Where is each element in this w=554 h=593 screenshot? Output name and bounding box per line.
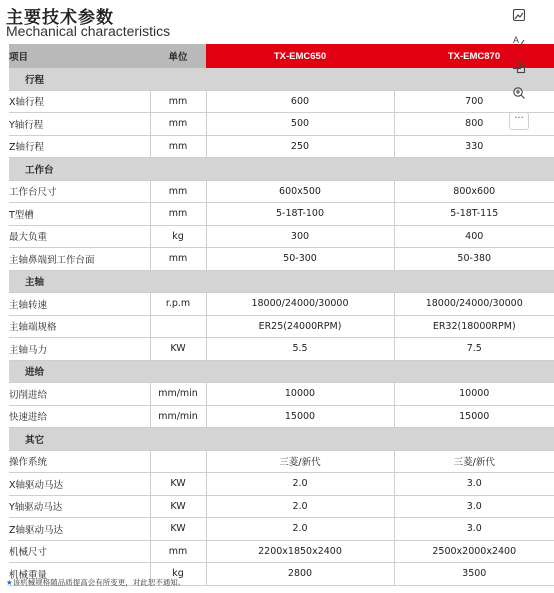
table-row — [9, 315, 554, 338]
row-label: T型槽 — [9, 203, 150, 226]
row-value-model2: 2500x2000x2400 — [394, 540, 554, 563]
row-value-model2: 3.0 — [394, 518, 554, 541]
row-label: 切削进给 — [9, 383, 150, 406]
row-label: 主轴鼻端到工作台面 — [9, 248, 150, 271]
row-unit — [150, 315, 206, 338]
table-row — [9, 495, 554, 518]
row-unit: KW — [150, 473, 206, 496]
row-value-model1: 10000 — [206, 383, 394, 406]
row-label: Z轴驱动马达 — [9, 518, 150, 541]
table-body — [9, 68, 554, 585]
row-label: 操作系统 — [9, 450, 150, 473]
section-title: 进给 — [9, 360, 554, 383]
row-value-model2: 15000 — [394, 405, 554, 428]
row-label: 最大负重 — [9, 225, 150, 248]
table-row — [9, 135, 554, 158]
zoom-in-icon[interactable] — [510, 86, 528, 104]
row-value-model2: 10000 — [394, 383, 554, 406]
section-title: 行程 — [9, 68, 554, 90]
page-subtitle: Mechanical characteristics — [6, 23, 171, 39]
row-unit: mm — [150, 135, 206, 158]
row-value-model2: 5-18T-115 — [394, 203, 554, 226]
row-label: Y轴驱动马达 — [9, 495, 150, 518]
floating-toolbar — [504, 8, 534, 130]
section-header — [9, 68, 554, 90]
row-value-model1: 600 — [206, 90, 394, 113]
table-row — [9, 540, 554, 563]
row-label: 机械尺寸 — [9, 540, 150, 563]
row-value-model2: 18000/24000/30000 — [394, 293, 554, 316]
row-label: Y轴行程 — [9, 113, 150, 136]
table-row — [9, 518, 554, 541]
row-value-model2: 50-380 — [394, 248, 554, 271]
row-value-model1: 18000/24000/30000 — [206, 293, 394, 316]
footnote-text: 该机械规格随品质提高会有所变更，对此恕不通知。 — [12, 578, 186, 587]
table-row — [9, 338, 554, 361]
section-header — [9, 428, 554, 451]
row-unit: kg — [150, 563, 206, 586]
row-unit: mm — [150, 203, 206, 226]
table-row — [9, 248, 554, 271]
header-item: 项目 — [9, 44, 150, 68]
table-row — [9, 113, 554, 136]
row-value-model2: 3.0 — [394, 473, 554, 496]
row-value-model1: 600x500 — [206, 180, 394, 203]
row-label: 快速进给 — [9, 405, 150, 428]
row-value-model2: 3.0 — [394, 495, 554, 518]
row-value-model2: 三菱/新代 — [394, 450, 554, 473]
row-value-model2: ER32(18000RPM) — [394, 315, 554, 338]
image-translate-icon[interactable] — [510, 8, 528, 26]
row-value-model2: 800 — [394, 113, 554, 136]
row-value-model1: 250 — [206, 135, 394, 158]
row-value-model1: 2200x1850x2400 — [206, 540, 394, 563]
row-label: Z轴行程 — [9, 135, 150, 158]
row-value-model1: ER25(24000RPM) — [206, 315, 394, 338]
table-row — [9, 180, 554, 203]
section-header — [9, 360, 554, 383]
table-row — [9, 405, 554, 428]
row-value-model2: 7.5 — [394, 338, 554, 361]
row-value-model1: 2.0 — [206, 518, 394, 541]
copy-text-icon[interactable] — [510, 60, 528, 78]
row-value-model1: 5-18T-100 — [206, 203, 394, 226]
row-unit: mm/min — [150, 383, 206, 406]
row-unit: mm/min — [150, 405, 206, 428]
section-title: 工作台 — [9, 158, 554, 181]
text-translate-icon[interactable] — [510, 34, 528, 52]
row-unit: r.p.m — [150, 293, 206, 316]
row-value-model1: 300 — [206, 225, 394, 248]
page-title: 主要技术参数 — [6, 8, 114, 28]
row-value-model1: 500 — [206, 113, 394, 136]
row-value-model1: 2.0 — [206, 495, 394, 518]
row-label: 主轴转速 — [9, 293, 150, 316]
spec-table — [9, 44, 554, 586]
row-unit: mm — [150, 248, 206, 271]
table-row — [9, 203, 554, 226]
row-unit: KW — [150, 495, 206, 518]
star-icon: ★ — [6, 578, 13, 587]
row-unit: kg — [150, 225, 206, 248]
row-value-model2: 700 — [394, 90, 554, 113]
row-label: 主轴马力 — [9, 338, 150, 361]
row-value-model2: 400 — [394, 225, 554, 248]
row-unit: mm — [150, 90, 206, 113]
row-label: X轴行程 — [9, 90, 150, 113]
row-value-model1: 2.0 — [206, 473, 394, 496]
header-model1: TX-EMC650 — [206, 44, 394, 68]
row-label: 机械重量 — [9, 563, 150, 586]
row-unit: mm — [150, 180, 206, 203]
row-unit: mm — [150, 540, 206, 563]
header-unit: 单位 — [150, 44, 206, 68]
row-unit: KW — [150, 338, 206, 361]
row-unit — [150, 450, 206, 473]
row-value-model1: 5.5 — [206, 338, 394, 361]
row-label: 主轴端规格 — [9, 315, 150, 338]
row-value-model2: 800x600 — [394, 180, 554, 203]
row-value-model1: 2800 — [206, 563, 394, 586]
row-value-model1: 50-300 — [206, 248, 394, 271]
footnote — [6, 577, 185, 588]
table-row — [9, 90, 554, 113]
table-row — [9, 383, 554, 406]
table-row — [9, 225, 554, 248]
row-label: 工作台尺寸 — [9, 180, 150, 203]
section-header — [9, 270, 554, 293]
row-unit: KW — [150, 518, 206, 541]
header-model2: TX-EMC870 — [394, 44, 554, 68]
section-header — [9, 158, 554, 181]
row-unit: mm — [150, 113, 206, 136]
table-row — [9, 450, 554, 473]
table-header — [9, 44, 554, 68]
section-title: 其它 — [9, 428, 554, 451]
svg-text:A: A — [513, 35, 520, 45]
section-title: 主轴 — [9, 270, 554, 293]
row-value-model2: 3500 — [394, 563, 554, 586]
row-value-model1: 三菱/新代 — [206, 450, 394, 473]
more-icon[interactable]: ··· — [509, 112, 529, 130]
table-row — [9, 293, 554, 316]
row-label: X轴驱动马达 — [9, 473, 150, 496]
row-value-model1: 15000 — [206, 405, 394, 428]
table-row — [9, 473, 554, 496]
row-value-model2: 330 — [394, 135, 554, 158]
